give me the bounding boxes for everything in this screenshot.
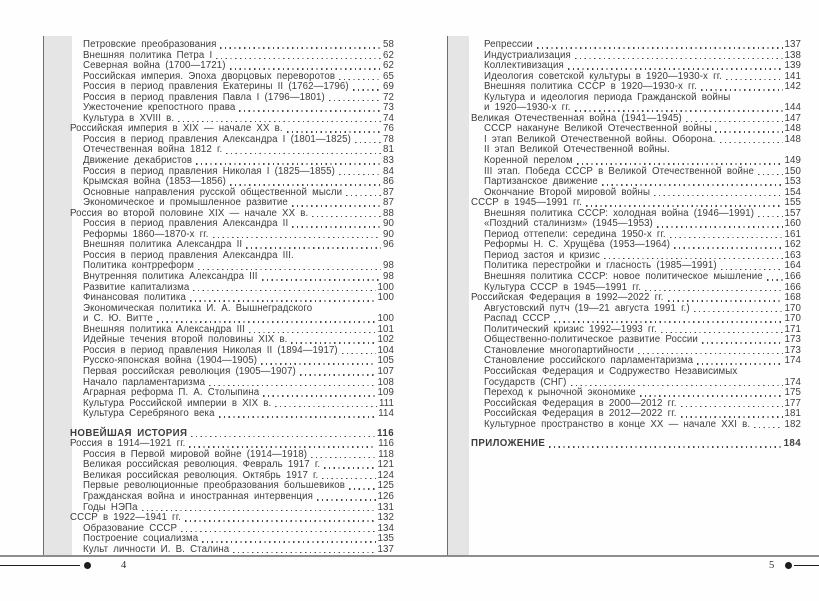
dot-leader xyxy=(604,258,783,260)
toc-entry-page-number: 184 xyxy=(783,438,801,450)
dot-leader xyxy=(263,395,375,397)
toc-entry-title: Культурное пространство в конце XX — начале XXI в. xyxy=(484,418,751,430)
toc-entry-page-number: 137 xyxy=(377,543,394,555)
toc-entry-page-number: 177 xyxy=(784,397,801,409)
dot-leader xyxy=(312,216,381,218)
dot-leader xyxy=(571,385,783,387)
toc-entry-title: и 1920—1930-х гг. xyxy=(484,102,571,114)
dot-leader xyxy=(568,68,783,70)
toc-entry-page-number: 87 xyxy=(383,197,394,209)
dot-leader xyxy=(249,332,376,334)
toc-entry-title: Коренной перелом xyxy=(484,155,573,167)
toc-entry-title: Политика перестройки и гласность (1985—1991) xyxy=(484,260,717,272)
toc-entry-page-number: 62 xyxy=(383,60,394,72)
toc-entry-page-number: 100 xyxy=(377,313,394,325)
toc-entry-title: Окончание Второй мировой войны xyxy=(484,186,651,198)
toc-entry-page-number: 175 xyxy=(784,387,801,399)
dot-leader xyxy=(694,311,783,313)
toc-entry-title: Великая российская революция. Октябрь 1917 г. xyxy=(83,469,319,481)
toc-entry-page-number: 132 xyxy=(377,512,394,524)
toc-entry-title: Северная война (1700—1721) xyxy=(83,60,226,72)
toc-entry-page-number: 148 xyxy=(784,123,801,135)
toc-entry-page-number: 135 xyxy=(377,533,394,545)
dot-leader xyxy=(339,79,381,81)
toc-entry-title: Россия в период правления Александра III. xyxy=(83,249,294,261)
dot-leader xyxy=(681,416,783,418)
toc-entry-title: Аграрная реформа П. А. Столыпина xyxy=(83,387,260,399)
toc-entry xyxy=(70,367,394,378)
left-footer-ornament-line xyxy=(0,565,80,566)
toc-entry-title: Культура Серебряного века xyxy=(83,408,215,420)
toc-entry-page-number: 154 xyxy=(784,186,801,198)
toc-entry-page-number: 87 xyxy=(383,186,394,198)
toc-entry-title: II этап Великой Отечественной войны. xyxy=(484,144,670,156)
toc-entry xyxy=(471,439,801,450)
dot-leader xyxy=(230,184,381,186)
toc-entry-title: Внешняя политика СССР в 1920—1930-х гг. xyxy=(484,81,697,93)
dot-leader xyxy=(721,269,783,271)
toc-entry-page-number: 114 xyxy=(378,408,394,420)
toc-entry-page-number: 116 xyxy=(377,427,394,439)
toc-entry xyxy=(70,40,394,51)
bottom-rule xyxy=(0,555,819,557)
toc-entry-title: Образование СССР xyxy=(83,522,178,534)
dot-leader xyxy=(661,332,783,334)
toc-entry xyxy=(471,40,801,51)
toc-entry-title: СССР в 1922—1941 гг. xyxy=(70,512,181,524)
toc-entry-title: Крымская война (1853—1856) xyxy=(83,176,226,188)
dot-leader xyxy=(202,541,375,543)
dot-leader xyxy=(726,79,783,81)
toc-entry-page-number: 102 xyxy=(377,334,394,346)
dot-leader xyxy=(349,488,376,490)
toc-entry-title: Внешняя политика СССР: новое политическое мышление xyxy=(484,271,763,283)
toc-entry-title: Российская империя в XIX — начале XX в. xyxy=(70,123,283,135)
dot-leader xyxy=(702,342,783,344)
right-page-number: 5 xyxy=(769,560,775,571)
toc-entry-page-number: 131 xyxy=(377,501,394,513)
toc-entry-title: Первая российская революция (1905—1907) xyxy=(83,365,296,377)
dot-leader xyxy=(575,110,783,112)
toc-entry-title: Общественно-политическое развитие России xyxy=(484,334,698,346)
toc-entry-title: Россия в период правления Александра I (1801—1825) xyxy=(83,133,351,145)
dot-leader xyxy=(353,89,381,91)
dot-leader xyxy=(189,446,376,448)
right-page-margin-shadow xyxy=(448,36,469,556)
toc-entry-title: Культ личности И. В. Сталина xyxy=(83,543,230,555)
toc-entry-page-number: 139 xyxy=(784,60,801,72)
toc-entry-page-number: 107 xyxy=(377,365,394,377)
toc-entry-title: Основные направления русской общественной мысли xyxy=(83,186,343,198)
toc-entry-page-number: 62 xyxy=(383,49,394,61)
toc-entry-page-number: 170 xyxy=(784,302,801,314)
dot-leader xyxy=(758,174,783,176)
toc-entry-page-number: 125 xyxy=(377,480,394,492)
toc-entry-title: Первые революционные преобразования большевиков xyxy=(83,480,346,492)
toc-entry-page-number: 100 xyxy=(377,292,394,304)
dot-leader xyxy=(230,68,381,70)
toc-entry-title: Внешняя политика Александра II xyxy=(83,239,243,251)
toc-entry-title: Развитие капитализма xyxy=(83,281,190,293)
toc-entry xyxy=(70,492,394,503)
dot-leader xyxy=(239,110,381,112)
toc-entry-title: Петровские преобразования xyxy=(83,39,217,50)
dot-leader xyxy=(219,416,377,418)
dot-leader xyxy=(329,100,381,102)
dot-leader xyxy=(586,205,783,207)
toc-entry-page-number: 86 xyxy=(383,176,394,188)
toc-entry-title: Идейные течения второй половины XIX в. xyxy=(83,334,288,346)
toc-entry-page-number: 90 xyxy=(383,218,394,230)
toc-entry-title: III этап. Победа СССР в Великой Отечественной войне xyxy=(484,165,754,177)
toc-entry-title: Культура Российской империи в XIX в. xyxy=(83,397,272,409)
dot-leader xyxy=(355,142,381,144)
dot-leader xyxy=(602,184,783,186)
toc-entry-page-number: 160 xyxy=(784,218,801,230)
toc-entry-page-number: 168 xyxy=(784,292,801,304)
dot-leader xyxy=(324,467,375,469)
dot-leader xyxy=(549,446,781,448)
dot-leader xyxy=(209,385,375,387)
toc-entry xyxy=(70,545,394,556)
dot-leader xyxy=(575,58,783,60)
toc-entry-title: Годы НЭПа xyxy=(83,501,138,513)
toc-entry-page-number: 105 xyxy=(377,355,394,367)
toc-entry-page-number: 84 xyxy=(383,165,394,177)
dot-leader xyxy=(322,478,375,480)
toc-entry-page-number: 124 xyxy=(377,469,394,481)
toc-entry-title: Культура и идеология периода Гражданской войны xyxy=(484,91,731,103)
toc-entry-title: Движение декабристов xyxy=(83,155,193,167)
toc-entry-page-number: 78 xyxy=(383,133,394,145)
toc-entry-title: Российская Федерация и Содружество Независимых xyxy=(484,365,738,377)
dot-leader xyxy=(697,363,782,365)
toc-entry-title: Гражданская война и иностранная интервенция xyxy=(83,490,313,502)
toc-entry-title: Внешняя политика Александра III xyxy=(83,323,245,335)
toc-entry-page-number: 96 xyxy=(383,239,394,251)
toc-entry-title: Россия в 1914—1921 гг. xyxy=(70,438,186,450)
toc-entry-page-number: 162 xyxy=(784,239,801,251)
left-page-margin-shadow xyxy=(44,36,72,556)
toc-entry xyxy=(471,272,801,283)
toc-entry-title: Становление многопартийности xyxy=(484,344,634,356)
toc-entry-title: Культура СССР в 1945—1991 гг. xyxy=(484,281,642,293)
dot-leader xyxy=(346,195,381,197)
dot-leader xyxy=(754,427,782,429)
dot-leader xyxy=(681,406,783,408)
right-footer-ornament-dot xyxy=(785,562,792,569)
dot-leader xyxy=(317,499,376,501)
toc-entry-page-number: 174 xyxy=(784,355,801,367)
toc-entry-title: Реформы Н. С. Хрущёва (1953—1964) xyxy=(484,239,671,251)
dot-leader xyxy=(654,195,782,197)
toc-entry-title: ПРИЛОЖЕНИЕ xyxy=(471,438,546,450)
toc-entry-title: Россия во второй половине XIX — начале XX в. xyxy=(70,207,309,219)
toc-entry-title: Распад СССР xyxy=(484,313,551,325)
toc-entry-title: Российская Федерация в 2000—2012 гг. xyxy=(484,397,677,409)
toc-left-page xyxy=(70,40,394,555)
dot-leader xyxy=(339,174,381,176)
toc-entry-title: Партизанское движение xyxy=(484,176,598,188)
toc-entry-page-number: 148 xyxy=(784,133,801,145)
toc-entry-title: Финансовая политика xyxy=(83,292,186,304)
toc-entry-title: Государств (СНГ) xyxy=(484,376,567,388)
toc-entry-title: Великая российская революция. Февраль 1917 г. xyxy=(83,459,321,471)
dot-leader xyxy=(275,406,377,408)
dot-leader xyxy=(674,247,782,249)
toc-entry-title: Российская Федерация в 1992—2022 гг. xyxy=(471,292,664,304)
toc-entry-page-number: 181 xyxy=(784,408,801,420)
toc-entry-page-number: 116 xyxy=(378,438,394,450)
toc-entry-title: Политический кризис 1992—1993 гг. xyxy=(484,323,657,335)
toc-entry-title: Ужесточение крепостного права xyxy=(83,102,236,114)
dot-leader xyxy=(291,342,375,344)
toc-entry-page-number: 90 xyxy=(383,228,394,240)
dot-leader xyxy=(226,153,381,155)
toc-entry-title: Экономическая политика И. А. Вышнеградского xyxy=(83,302,313,314)
toc-entry xyxy=(471,420,801,431)
toc-entry xyxy=(70,388,394,399)
toc-entry xyxy=(70,409,394,420)
toc-entry-page-number: 163 xyxy=(784,249,801,261)
dot-leader xyxy=(701,89,783,91)
toc-entry-page-number: 173 xyxy=(784,334,801,346)
toc-entry-page-number: 149 xyxy=(784,155,801,167)
toc-entry-page-number: 72 xyxy=(383,91,394,103)
toc-entry-page-number: 104 xyxy=(377,344,394,356)
toc-entry-title: Идеология советской культуры в 1920—1930-х гг. xyxy=(484,70,722,82)
toc-entry-title: Экономическое и промышленное развитие xyxy=(83,197,288,209)
toc-entry-title: Русско-японская война (1904—1905) xyxy=(83,355,258,367)
dot-leader xyxy=(178,121,381,123)
toc-entry-page-number: 164 xyxy=(784,260,801,272)
toc-entry-page-number: 58 xyxy=(383,39,394,50)
toc-entry-page-number: 101 xyxy=(377,323,394,335)
toc-entry-title: Россия в период правления Александра II xyxy=(83,218,289,230)
dot-leader xyxy=(262,279,381,281)
toc-entry-page-number: 100 xyxy=(377,281,394,293)
toc-entry-page-number: 74 xyxy=(383,112,394,124)
toc-entry-page-number: 126 xyxy=(377,490,394,502)
toc-entry-title: Становление российского парламентаризма xyxy=(484,355,694,367)
toc-entry-title: Россия в период правления Павла I (1796—1801) xyxy=(83,91,325,103)
toc-entry-title: «Поздний сталинизм» (1945—1953) xyxy=(484,218,653,230)
dot-leader xyxy=(638,353,783,355)
toc-entry-page-number: 174 xyxy=(784,376,801,388)
dot-leader xyxy=(213,237,382,239)
toc-entry-title: I этап Великой Отечественной войны. Оборона. xyxy=(484,133,716,145)
toc-entry-page-number: 171 xyxy=(784,323,801,335)
toc-entry-page-number: 65 xyxy=(383,70,394,82)
dot-leader xyxy=(196,163,381,165)
toc-entry-page-number: 81 xyxy=(383,144,394,156)
toc-entry-page-number: 73 xyxy=(383,102,394,114)
dot-leader xyxy=(185,520,376,522)
left-footer-ornament-dot xyxy=(84,562,91,569)
toc-entry-page-number: 147 xyxy=(784,112,801,124)
dot-leader xyxy=(292,226,381,228)
dot-leader xyxy=(220,47,381,49)
toc-entry-title: Российская Федерация в 2012—2022 гг. xyxy=(484,408,677,420)
toc-entry-page-number: 111 xyxy=(378,397,394,409)
toc-entry-title: Репрессии xyxy=(484,39,533,50)
toc-entry-page-number: 109 xyxy=(377,387,394,399)
toc-right-page xyxy=(471,40,801,450)
toc-entry-title: Политика контрреформ xyxy=(83,260,194,272)
toc-entry-title: Реформы 1860—1870-х гг. xyxy=(83,228,209,240)
dot-leader xyxy=(640,395,783,397)
toc-entry-page-number: 153 xyxy=(784,176,801,188)
toc-entry-page-number: 134 xyxy=(377,522,394,534)
toc-entry-title: Россия в период правления Николая I (1825—1855) xyxy=(83,165,335,177)
toc-entry-page-number: 121 xyxy=(377,459,394,471)
dot-leader xyxy=(767,279,783,281)
toc-entry-title: и С. Ю. Витте xyxy=(83,313,153,325)
toc-entry xyxy=(471,388,801,399)
toc-entry-title: Построение социализма xyxy=(83,533,199,545)
toc-entry-page-number: 98 xyxy=(383,271,394,283)
dot-leader xyxy=(720,142,783,144)
toc-entry xyxy=(70,156,394,167)
toc-entry-title: Период оттепели: середина 1950-х гг. xyxy=(484,228,666,240)
toc-entry-title: Внешняя политика СССР: холодная война (1946—1991) xyxy=(484,207,755,219)
toc-entry-page-number: 69 xyxy=(383,81,394,93)
dot-leader xyxy=(190,300,376,302)
dot-leader xyxy=(311,457,376,459)
toc-entry-title: Россия в период правления Николая II (1894—1917) xyxy=(83,344,338,356)
toc-entry-title: Российская империя. Эпоха дворцовых переворотов xyxy=(83,70,336,82)
dot-leader xyxy=(554,321,782,323)
dot-leader xyxy=(198,269,381,271)
toc-entry-page-number: 144 xyxy=(784,102,801,114)
toc-entry-page-number: 155 xyxy=(784,197,801,209)
toc-entry-page-number: 182 xyxy=(784,418,801,430)
toc-entry-page-number: 83 xyxy=(383,155,394,167)
right-footer-ornament-line xyxy=(794,565,819,566)
toc-entry xyxy=(471,367,801,378)
toc-entry-title: Отечественная война 1812 г. xyxy=(83,144,223,156)
dot-leader xyxy=(342,353,376,355)
dot-leader xyxy=(233,552,375,554)
toc-entry-page-number: 173 xyxy=(784,344,801,356)
toc-entry-page-number: 170 xyxy=(784,313,801,325)
toc-entry-page-number: 76 xyxy=(383,123,394,135)
dot-leader xyxy=(157,321,376,323)
toc-entry-page-number: 98 xyxy=(383,260,394,272)
dot-leader xyxy=(142,510,376,512)
toc-entry-title: Внешняя политика Петра I xyxy=(83,49,213,61)
toc-entry-page-number: 166 xyxy=(784,281,801,293)
toc-entry-title: Россия в Первой мировой войне (1914—1918) xyxy=(83,448,308,460)
toc-entry-title: Августовский путч (19—21 августа 1991 г.) xyxy=(484,302,690,314)
toc-entry-page-number: 141 xyxy=(784,70,801,82)
toc-entry-title: Россия в период правления Екатерины II (1762—1796) xyxy=(83,81,349,93)
dot-leader xyxy=(193,290,375,292)
toc-entry-title: Внутренняя политика Александра III xyxy=(83,271,258,283)
dot-leader xyxy=(191,436,375,438)
toc-entry-page-number: 108 xyxy=(377,376,394,388)
toc-entry-title: НОВЕЙШАЯ ИСТОРИЯ xyxy=(70,427,188,439)
dot-leader xyxy=(300,374,376,376)
dot-leader xyxy=(758,216,782,218)
dot-leader xyxy=(670,237,783,239)
dot-leader xyxy=(181,531,375,533)
toc-entry xyxy=(70,272,394,283)
toc-entry-page-number: 166 xyxy=(784,271,801,283)
left-page-number: 4 xyxy=(121,560,127,571)
dot-leader xyxy=(645,290,782,292)
toc-entry-title: Индустриализация xyxy=(484,49,571,61)
toc-entry-title: СССР в 1945—1991 гг. xyxy=(471,197,582,209)
dot-leader xyxy=(216,58,381,60)
toc-entry-page-number: 150 xyxy=(784,165,801,177)
toc-entry-page-number: 118 xyxy=(378,448,394,460)
dot-leader xyxy=(537,47,783,49)
toc-entry-title: Начало парламентаризма xyxy=(83,376,206,388)
dot-leader xyxy=(715,131,782,133)
toc-entry-title: Переход к рыночной экономике xyxy=(484,387,636,399)
toc-entry-page-number: 161 xyxy=(784,228,801,240)
toc-entry-title: Период застоя и кризис xyxy=(484,249,600,261)
toc-entry-page-number: 138 xyxy=(784,49,801,61)
dot-leader xyxy=(261,363,375,365)
dot-leader xyxy=(246,247,381,249)
toc-entry-title: Великая Отечественная война (1941—1945) xyxy=(471,112,682,124)
toc-entry-page-number: 88 xyxy=(383,207,394,219)
toc-entry-title: СССР накануне Великой Отечественной войны xyxy=(484,123,712,135)
dot-leader xyxy=(657,226,783,228)
toc-entry-page-number: 142 xyxy=(784,81,801,93)
toc-entry-page-number: 157 xyxy=(784,207,801,219)
toc-entry-title: Культура в XVIII в. xyxy=(83,112,175,124)
dot-leader xyxy=(686,121,783,123)
dot-leader xyxy=(577,163,783,165)
toc-entry xyxy=(471,156,801,167)
dot-leader xyxy=(292,205,381,207)
toc-entry-title: Коллективизация xyxy=(484,60,564,72)
toc-entry-page-number: 137 xyxy=(784,39,801,50)
dot-leader xyxy=(668,300,783,302)
dot-leader xyxy=(287,131,381,133)
